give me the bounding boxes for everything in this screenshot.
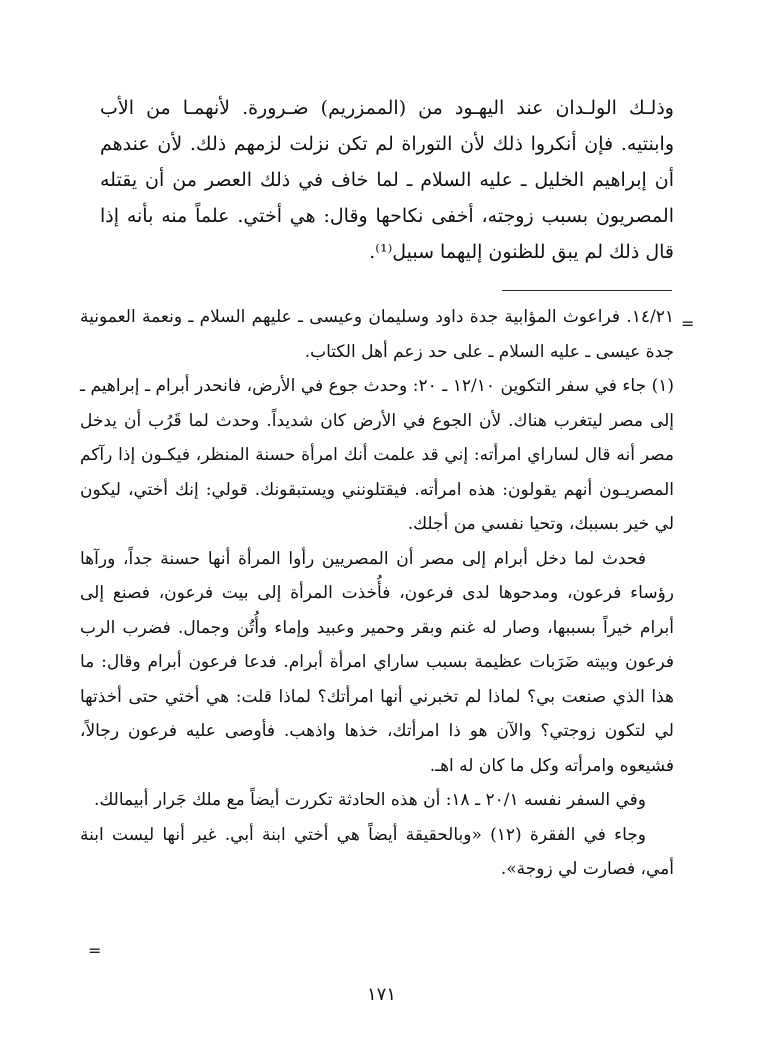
footnote-1-paragraph-2: فحدث لما دخل أبرام إلى مصر أن المصريين رأوا المرأة أنها حسنة جداً، ورآها رؤساء فرعون، ومدحوها لدى فرعون، فأُخذت المرأة إلى بيت فرعون، فصنع إلى أبرام خيراً بسببها، وصار له غنم وبقر وحمير وعبيد وإماء وأُتُن وجمال. فضرب الرب فرعون وبيته ضَرَبات عظيمة بسبب ساراي امرأة أبرام. فدعا فرعون أبرام وقال: ما هذا الذي صنعت بي؟ لماذا لم تخبرني أنها امرأتك؟ لماذا قلت: هي أختي حتى أخذتها لي لتكون زوجتي؟ والآن هو ذا امرأتك، خذها واذهب. فأوصى عليه فرعون رجالاً، فشيعوه وامرأته وكل ما كان له اهـ. <box>80 548 674 776</box>
footnote-continuation-marker-top: = <box>681 314 695 333</box>
main-paragraph: وذلـك الولـدان عند اليهـود من (الممزريم) ضـرورة. لأنهمـا من الأب وابنتيه. فإن أنكروا ذلك لأن التوراة لم تكن نزلت لزمهم ذلك. لأن عندهم أن إبراهيم الخليل ـ عليه السلام ـ لما خاف في ذلك العصر من أن يقتله المصريون بسبب زوجته، أخفى نكاحها وقال: هي أختي. علماً منه بأنه إذا قال ذلك لم يبق للظنون إليهما سبيل⁽¹⁾. <box>100 97 674 263</box>
footnote-1-paragraph-3: وفي السفر نفسه ٢٠/١ ـ ١٨: أن هذه الحادثة تكررت أيضاً مع ملك جَرار أبيمالك. <box>93 790 646 810</box>
footnote-continuation: ١٤/٢١. فراعوث المؤابية جدة داود وسليمان وعيسى ـ عليهم السلام ـ ونعمة العمونية جدة عيسى ـ عليه السلام ـ على حد زعم أهل الكتاب. <box>80 307 674 362</box>
page-number: ١٧١ <box>366 984 396 1005</box>
footnote-continuation-marker-bottom: = <box>88 941 102 960</box>
footnote-separator <box>502 290 672 291</box>
footnote-1: (١) جاء في سفر التكوين ١٢/١٠ ـ ٢٠: وحدث جوع في الأرض، فانحدر أبرام ـ إبراهيم ـ إلى مصر ليتغرب هناك. لأن الجوع في الأرض كان شديداً. وحدث لما قَرُب أن يدخل مصر أنه قال لساراي امرأته: إني قد علمت أنك امرأة حسنة المنظر، فيكـون إذا رآكم المصريـون أنهم يقولون: هذه امرأته. فيقتلونني ويستبقونك. قولي: إنك أختي، ليكون لي خير بسببك، وتحيا نفسي من أجلك. <box>80 376 675 534</box>
footnotes-section <box>80 300 674 887</box>
footnote-1-paragraph-4: وجاء في الفقرة (١٢) «وبالحقيقة أيضاً هي أختي ابنة أبي. غير أنها ليست ابنة أمي، فصارت لي زوجة». <box>80 824 674 879</box>
